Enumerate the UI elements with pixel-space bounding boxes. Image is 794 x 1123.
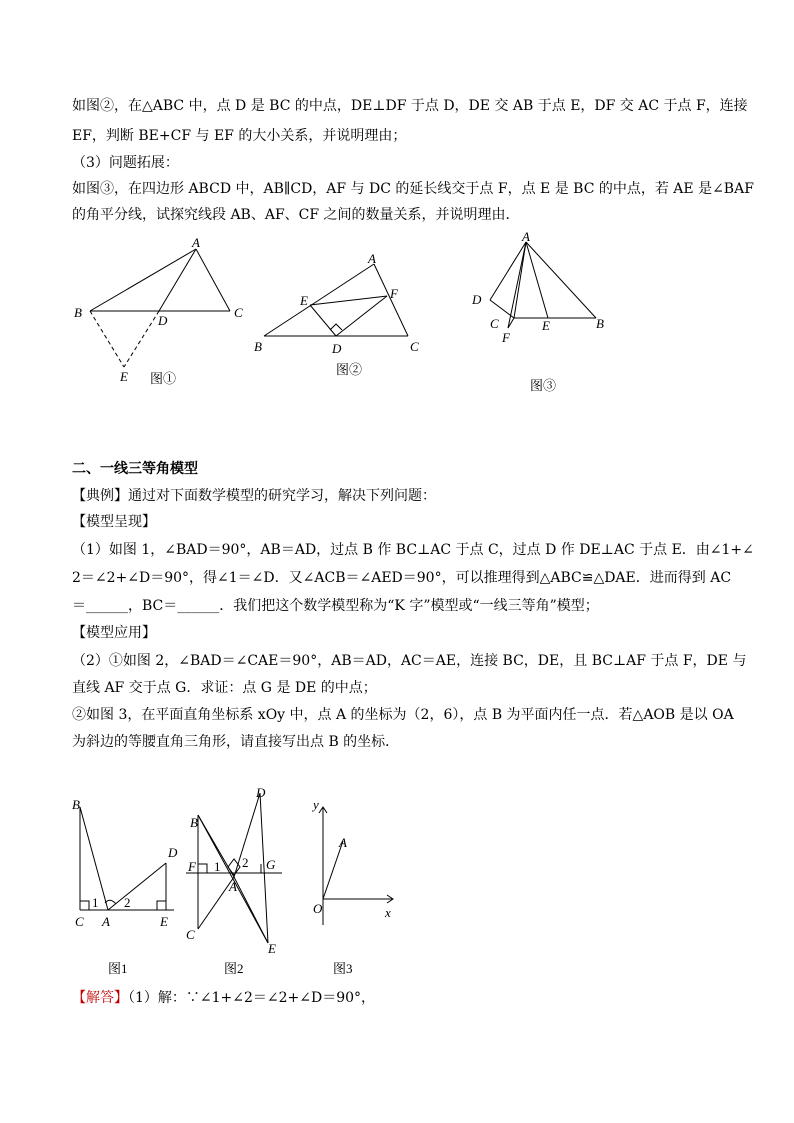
- text-line: 【模型应用】: [72, 625, 156, 641]
- figure-caption: 图3: [333, 961, 353, 976]
- figure-caption: 图③: [530, 378, 557, 393]
- label-f: F: [502, 330, 510, 345]
- label-b: B: [72, 797, 80, 812]
- label-a: A: [192, 235, 200, 250]
- answer-text: （1）解：∵∠1+∠2＝∠2+∠D＝90°，: [128, 990, 376, 1006]
- label-e: E: [268, 941, 276, 956]
- label-c: C: [234, 305, 243, 320]
- label-e: E: [120, 369, 128, 384]
- text-line: 【模型呈现】: [72, 514, 156, 530]
- text-line: 2＝∠2+∠D＝90°，得∠1＝∠D．又∠ACB＝∠AED＝90°，可以推理得到△ABC≌△DAE．进而得到 AC: [72, 570, 732, 586]
- label-c: C: [410, 339, 419, 354]
- text-line: 为斜边的等腰直角三角形，请直接写出点 B 的坐标．: [72, 734, 400, 750]
- angle-1: 1: [92, 895, 99, 910]
- angle-2: 2: [124, 895, 131, 910]
- label-d: D: [256, 785, 266, 800]
- label-a: A: [522, 229, 530, 244]
- tag-example: 【典例】: [72, 488, 128, 504]
- figure-model-2: [184, 785, 294, 980]
- label-a: A: [102, 914, 110, 929]
- section-heading: 二、一线三等角模型: [72, 461, 198, 477]
- label-d: D: [332, 341, 342, 356]
- figure-1-triangle: [70, 235, 250, 395]
- figure-coordinate-plane: [305, 795, 400, 980]
- origin-label: O: [313, 901, 323, 916]
- label-b: B: [254, 339, 262, 354]
- text-line: 如图③，在四边形 ABCD 中，AB∥CD，AF 与 DC 的延长线交于点 F，点 E 是 BC 的中点，若 AE 是∠BAF: [72, 181, 754, 197]
- text-line: [72, 989, 375, 1007]
- label-a: A: [339, 835, 347, 850]
- label-c: C: [186, 927, 195, 942]
- text-line: （3）问题拓展：: [72, 155, 179, 171]
- figure-caption: 图②: [336, 362, 363, 377]
- axis-x: x: [385, 905, 391, 920]
- label-b: B: [74, 305, 82, 320]
- label-b: B: [190, 815, 198, 830]
- figure-caption: 图①: [150, 371, 177, 386]
- label-d: D: [168, 845, 178, 860]
- tag-answer: 【解答】: [72, 990, 128, 1006]
- figure-caption: 图2: [224, 961, 244, 976]
- text-line: ②如图 3，在平面直角坐标系 xOy 中，点 A 的坐标为（2，6），点 B 为平面内任一点．若△AOB 是以 OA: [72, 707, 734, 723]
- text-line: 如图②，在△ABC 中，点 D 是 BC 的中点，DE⊥DF 于点 D，DE 交 AB 于点 E，DF 交 AC 于点 F，连接: [72, 98, 748, 114]
- text-line: 的角平分线，试探究线段 AB、AF、CF 之间的数量关系，并说明理由．: [72, 207, 520, 223]
- angle-2: 2: [242, 855, 249, 870]
- label-b: B: [596, 316, 604, 331]
- label-d: D: [158, 313, 168, 328]
- axis-y: y: [313, 797, 319, 812]
- label-f: F: [188, 859, 196, 874]
- label-f: F: [390, 286, 398, 301]
- text-line: [72, 487, 436, 505]
- example-text: 通过对下面数学模型的研究学习，解决下列问题：: [128, 488, 436, 504]
- figure-caption: 图1: [108, 961, 128, 976]
- text-line: （2）①如图 2，∠BAD＝∠CAE＝90°，AB＝AD，AC＝AE，连接 BC，DE，且 BC⊥AF 于点 F，DE 与: [72, 653, 747, 669]
- figure-3-quadrilateral: [468, 230, 618, 400]
- text-line: （1）如图 1，∠BAD＝90°，AB＝AD，过点 B 作 BC⊥AC 于点 C，过点 D 作 DE⊥AC 于点 E．由∠1+∠: [72, 542, 754, 558]
- label-e: E: [542, 318, 550, 333]
- angle-1: 1: [214, 859, 221, 874]
- label-a: A: [368, 251, 376, 266]
- label-e: E: [160, 914, 168, 929]
- figure-model-1: [70, 795, 180, 980]
- figure-2-triangle: [250, 250, 430, 380]
- label-c: C: [490, 316, 499, 331]
- label-c: C: [75, 914, 84, 929]
- label-d: D: [472, 292, 482, 307]
- text-line: ＝______，BC＝______．我们把这个数学模型称为“K 字”模型或“一线三等角”模型；: [72, 598, 599, 614]
- label-e: E: [300, 293, 308, 308]
- label-a: A: [229, 879, 237, 894]
- text-line: EF，判断 BE+CF 与 EF 的大小关系，并说明理由；: [72, 128, 407, 144]
- label-g: G: [266, 857, 276, 872]
- text-line: 直线 AF 交于点 G．求证：点 G 是 DE 的中点；: [72, 680, 377, 696]
